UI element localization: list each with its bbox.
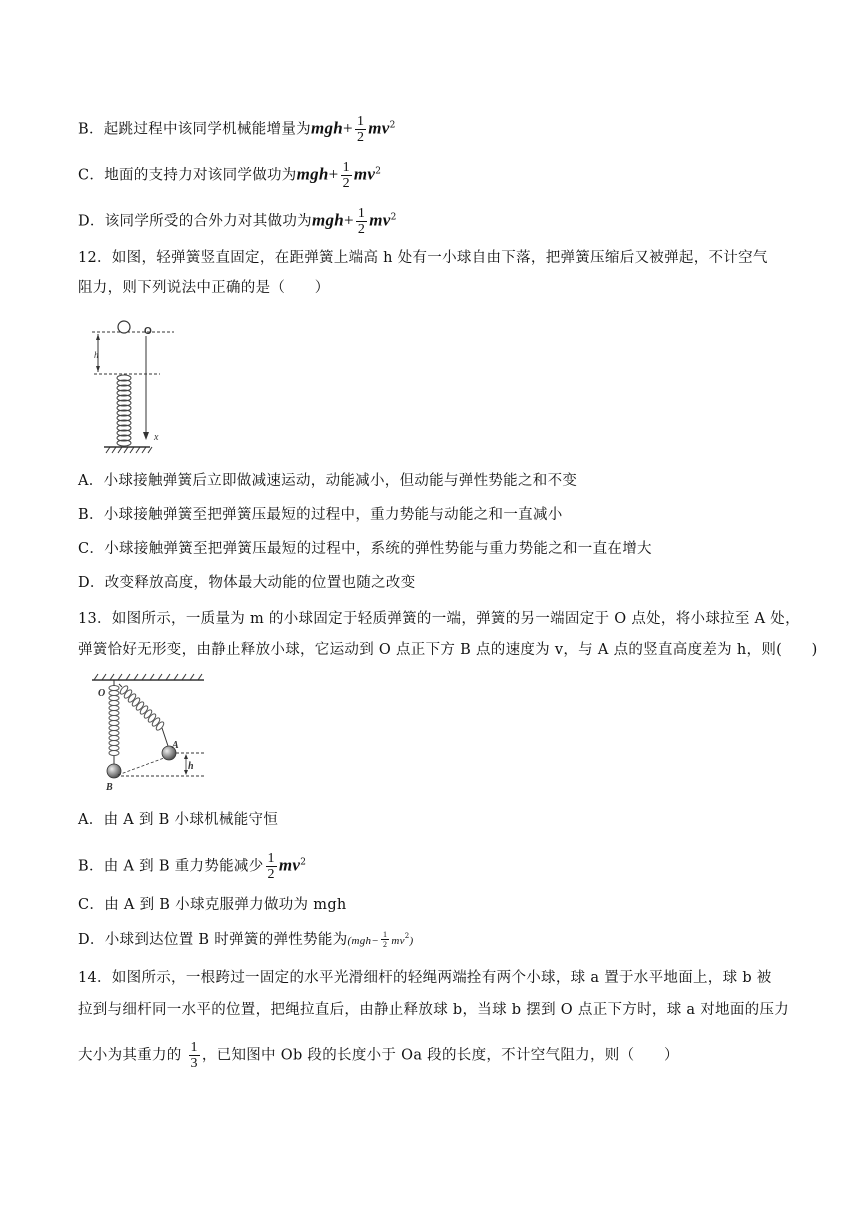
q14-line1: 14．如图所示，一根跨过一固定的水平光滑细杆的轻绳两端拴有两个小球，球 a 置于水平地面上，球 b 被: [78, 970, 772, 986]
q11-b-frac-num: 1: [356, 114, 365, 129]
q12-option-d: D．改变释放高度，物体最大动能的位置也随之改变: [78, 575, 416, 591]
q13-b-fraction: [266, 851, 277, 882]
q13-fig-a-label: A: [172, 740, 179, 751]
q12-ground-hatch: [106, 447, 152, 453]
q13-option-b-text: B．由 A 到 B 重力势能减少: [78, 858, 264, 875]
q13-b-frac-den: 2: [267, 867, 275, 882]
q11-option-b: [78, 114, 396, 145]
q11-c-frac-num: 1: [342, 160, 350, 175]
q13-option-c: C．由 A 到 B 小球克服弹力做功为 mgh: [78, 897, 347, 913]
q13-fig-h-label: h: [188, 761, 194, 772]
q11-option-c: [78, 160, 381, 191]
q11-b-sq: 2: [389, 120, 396, 131]
q12-stem-line1: 12．如图，轻弹簧竖直固定，在距弹簧上端高 h 处有一小球自由下落，把弹簧压缩后又被弹起，不计空气: [78, 250, 768, 266]
q13-option-d-text: D．小球到达位置 B 时弹簧的弹性势能为: [78, 931, 348, 948]
q13-stem-line2: 弹簧恰好无形变，由静止释放小球，它运动到 O 点正下方 B 点的速度为 v，与 A 点的竖直高度差为 h，则( ): [78, 642, 818, 658]
q13-b-sq: 2: [300, 857, 307, 868]
q13-diagonal-spring: [119, 685, 165, 732]
q11-d-fraction: [356, 206, 367, 237]
q13-d-expr-mv: mv: [391, 934, 405, 947]
q11-d-mv: mv: [369, 210, 391, 230]
q14-frac-num: 1: [190, 1040, 198, 1055]
q12-fig-x-label: x: [154, 432, 159, 443]
q11-d-mgh: mgh: [311, 210, 345, 230]
q11-c-mv: mv: [353, 164, 376, 184]
q11-c-frac-den: 2: [342, 176, 350, 191]
q13-d-expr-left: (mgh−: [347, 934, 380, 947]
q11-c-mgh: mgh: [296, 164, 329, 184]
q14-line3-prefix: 大小为其重力的: [78, 1047, 182, 1064]
q14-line3: [78, 1040, 679, 1071]
q11-d-frac-den: 2: [357, 222, 366, 237]
q11-option-b-text: B．起跳过程中该同学机械能增量为: [78, 121, 311, 138]
q14-fraction: [189, 1040, 200, 1071]
q14-line2: 拉到与细杆同一水平的位置，把绳拉直后，由静止释放球 b，当球 b 摆到 O 点正下方时，球 a 对地面的压力: [78, 1002, 790, 1018]
q13-option-a: A．由 A 到 B 小球机械能守恒: [78, 812, 279, 828]
q12-stem-line2: 阻力，则下列说法中正确的是（ ）: [78, 280, 330, 296]
q13-d-frac-num: 1: [383, 930, 388, 940]
q13-d-frac-den: 2: [383, 940, 388, 950]
q11-b-plus: +: [343, 118, 353, 138]
q11-option-d-text: D．该同学所受的合外力对其做功为: [78, 213, 312, 230]
q11-c-fraction: [341, 160, 352, 191]
q12-spring-figure: [88, 318, 188, 454]
q13-b-mv: mv: [278, 855, 301, 875]
q13-d-close: ): [409, 934, 414, 947]
q13-d-fraction: [381, 930, 389, 949]
q12-option-a: A．小球接触弹簧后立即做减速运动，动能减小，但动能与弹性势能之和不变: [78, 473, 578, 489]
q11-c-sq: 2: [375, 166, 382, 177]
q13-vertical-spring: [109, 686, 119, 756]
q14-line3-suffix: ，已知图中 Ob 段的长度小于 Oa 段的长度，不计空气阻力，则（ ）: [201, 1047, 679, 1064]
q13-option-b: [78, 851, 306, 882]
q11-b-mv: mv: [368, 118, 390, 138]
q13-fig-o-label: O: [98, 688, 106, 699]
q13-b-frac-num: 1: [267, 851, 275, 866]
q12-option-c: C．小球接触弹簧至把弹簧压最短的过程中，系统的弹性势能与重力势能之和一直在增大: [78, 541, 652, 557]
q11-d-sq: 2: [390, 212, 397, 223]
q12-fig-h-label: h: [94, 350, 99, 360]
q12-fig-o-label: O: [144, 326, 152, 337]
q12-option-b: B．小球接触弹簧至把弹簧压最短的过程中，重力势能与动能之和一直减小: [78, 507, 563, 523]
q14-frac-den: 3: [190, 1056, 198, 1071]
q11-d-plus: +: [344, 210, 354, 230]
q13-ceiling-hatch: [94, 674, 202, 680]
q13-spring-figure: [88, 672, 218, 796]
q13-ball-b: [107, 764, 121, 778]
q11-d-frac-num: 1: [357, 206, 366, 221]
q11-b-frac-den: 2: [356, 130, 365, 145]
q13-d-sq: 2: [404, 932, 410, 940]
q11-option-c-text: C．地面的支持力对该同学做功为: [78, 167, 297, 184]
q13-fig-b-label: B: [106, 782, 113, 793]
q11-c-plus: +: [328, 164, 339, 184]
q12-spring-coils: [117, 375, 131, 446]
q13-option-d: [78, 926, 414, 951]
q11-option-d: [78, 206, 397, 237]
q13-stem-line1: 13．如图所示，一质量为 m 的小球固定于轻质弹簧的一端，弹簧的另一端固定于 O 点处，将小球拉至 A 处，: [78, 611, 800, 627]
q11-b-fraction: [355, 114, 366, 145]
q11-b-mgh: mgh: [310, 118, 344, 138]
